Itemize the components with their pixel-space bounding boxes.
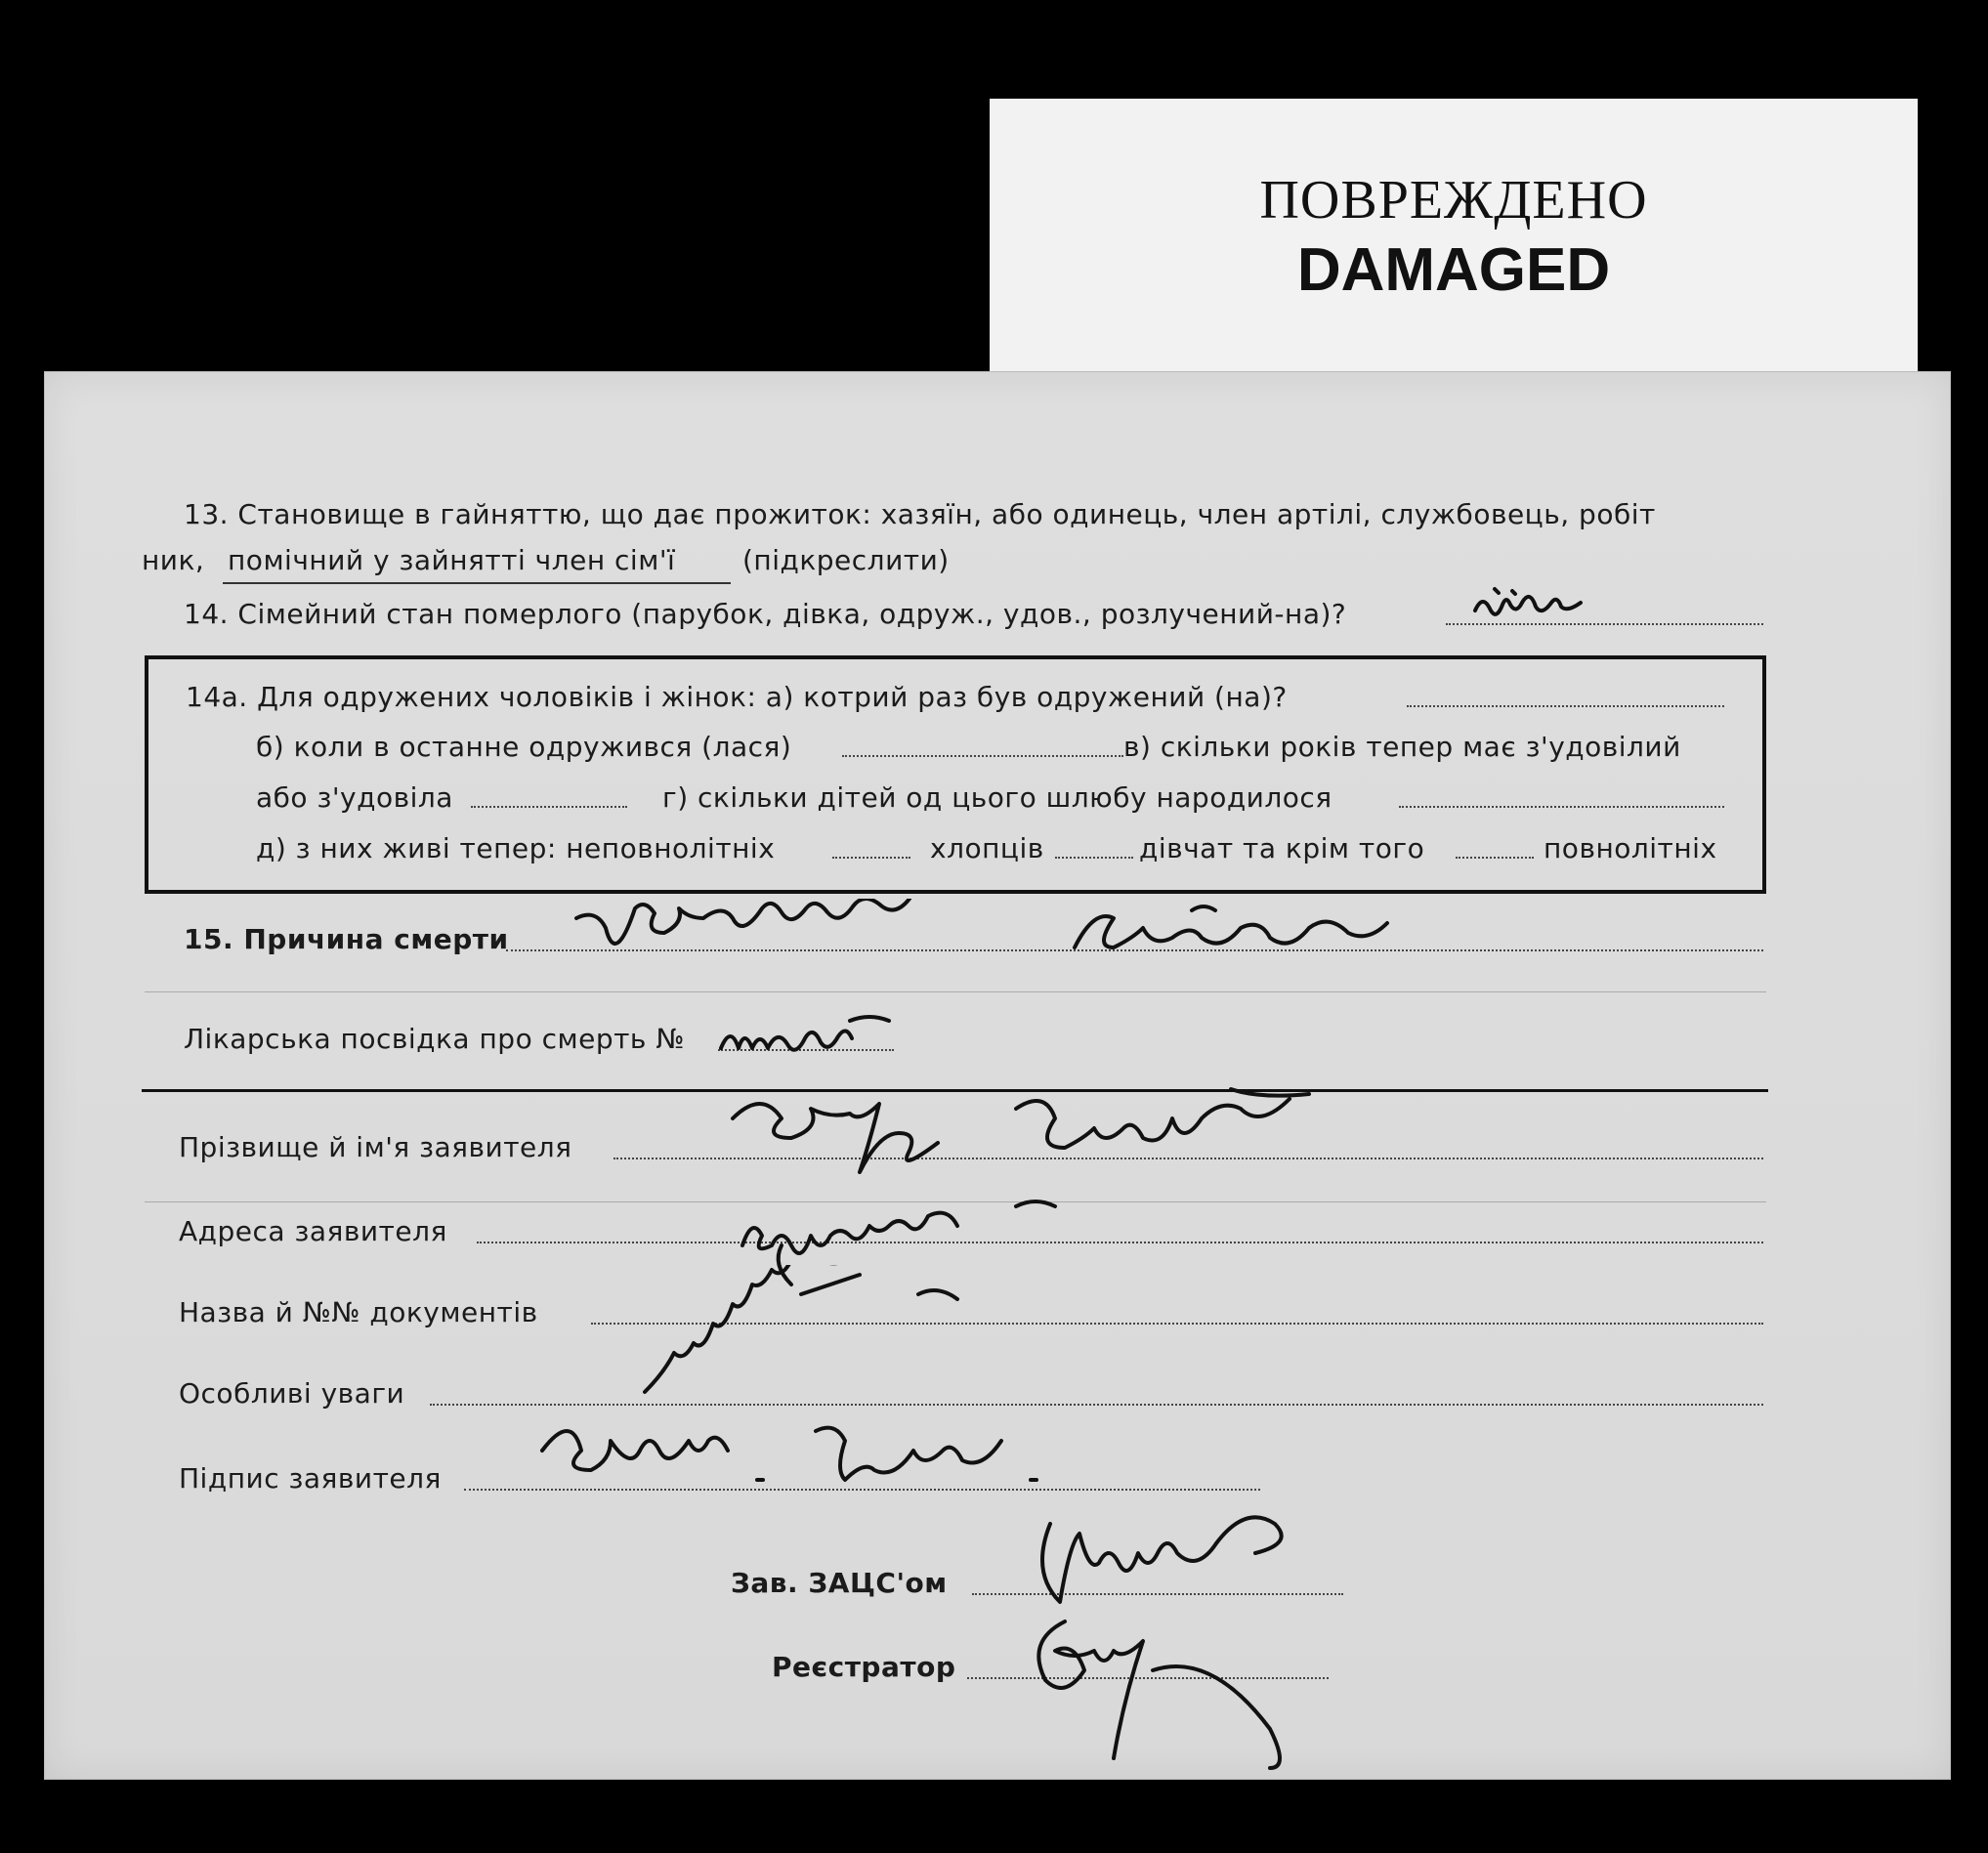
q14a-line-3b: г) скільки дітей од цього шлюбу народилося bbox=[662, 781, 1332, 814]
q15-label: 15. Причина смерти bbox=[184, 923, 509, 955]
q14a-answer-3a bbox=[471, 806, 627, 808]
damaged-label-ua: ПОВРЕЖДЕНО bbox=[1259, 170, 1648, 231]
q14a-line-4b: хлопців bbox=[930, 832, 1044, 864]
head-signature-handwriting bbox=[1021, 1504, 1373, 1616]
registrar-label: Реєстратор bbox=[772, 1651, 956, 1683]
applicant-name-label: Прізвище й ім'я заявителя bbox=[179, 1131, 572, 1163]
damaged-stamp-card bbox=[990, 99, 1918, 401]
q13-line-1: 13. Становище в гайняттю, що дає прожиток: хазяїн, або одинець, член артілі, службовець, робіт bbox=[184, 498, 1656, 530]
q14-marital-handwriting bbox=[1465, 581, 1661, 634]
q14a-line-2b: в) скільки років тепер має з'удовілий bbox=[1123, 731, 1681, 763]
q14a-line-2a: б) коли в останне одружився (лася) bbox=[256, 731, 792, 763]
q14a-line-4c: дівчат та крім того bbox=[1139, 832, 1425, 864]
q14a-line-4a: д) з них живі тепер: неповнолітніх bbox=[256, 832, 776, 864]
q14a-answer-4c bbox=[1456, 857, 1534, 859]
head-label: Зав. ЗАЦС'ом bbox=[731, 1567, 948, 1599]
q14a-answer-1 bbox=[1407, 705, 1724, 707]
applicant-signature-handwriting bbox=[532, 1411, 1040, 1523]
q15-cause-handwriting bbox=[567, 899, 1407, 971]
applicant-address-label: Адреса заявителя bbox=[179, 1215, 447, 1247]
q13-line-2-prefix: ник, bbox=[142, 544, 205, 576]
q13-line-2-underlined: помічний у зайнятті член сім'ї bbox=[228, 544, 676, 576]
q14a-answer-3b bbox=[1399, 806, 1724, 808]
q14a-answer-4a bbox=[832, 857, 910, 859]
q14-label: 14. Сімейний стан померлого (парубок, дівка, одруж., удов., розлучений-на)? bbox=[184, 598, 1347, 630]
documents-label: Назва й №№ документів bbox=[179, 1296, 538, 1328]
remarks-label: Особливі уваги bbox=[179, 1377, 405, 1410]
medical-number-handwriting bbox=[713, 1011, 909, 1064]
q14a-line-4d: повнолітніх bbox=[1544, 832, 1717, 864]
q14a-answer-2a bbox=[842, 755, 1123, 757]
q13-line-2-suffix: (підкреслити) bbox=[742, 544, 950, 576]
q14a-answer-4b bbox=[1055, 857, 1133, 859]
signature-label: Підпис заявителя bbox=[179, 1462, 442, 1495]
rule-after-cause bbox=[145, 991, 1766, 992]
documents-handwriting bbox=[625, 1265, 1075, 1415]
applicant-address-answer-line bbox=[477, 1242, 1763, 1243]
medical-label: Лікарська посвідка про смерть № bbox=[184, 1023, 685, 1055]
q14a-line-1: 14а. Для одружених чоловіків і жінок: а) котрий раз був одружений (на)? bbox=[186, 681, 1288, 713]
damaged-label-en: DAMAGED bbox=[1296, 236, 1611, 304]
q13-hand-underline bbox=[223, 582, 731, 584]
q14a-line-3a: або з'удовіла bbox=[256, 781, 453, 814]
applicant-name-handwriting bbox=[723, 1079, 1329, 1200]
remarks-answer-line bbox=[430, 1404, 1763, 1406]
registrar-signature-handwriting bbox=[1006, 1602, 1329, 1782]
